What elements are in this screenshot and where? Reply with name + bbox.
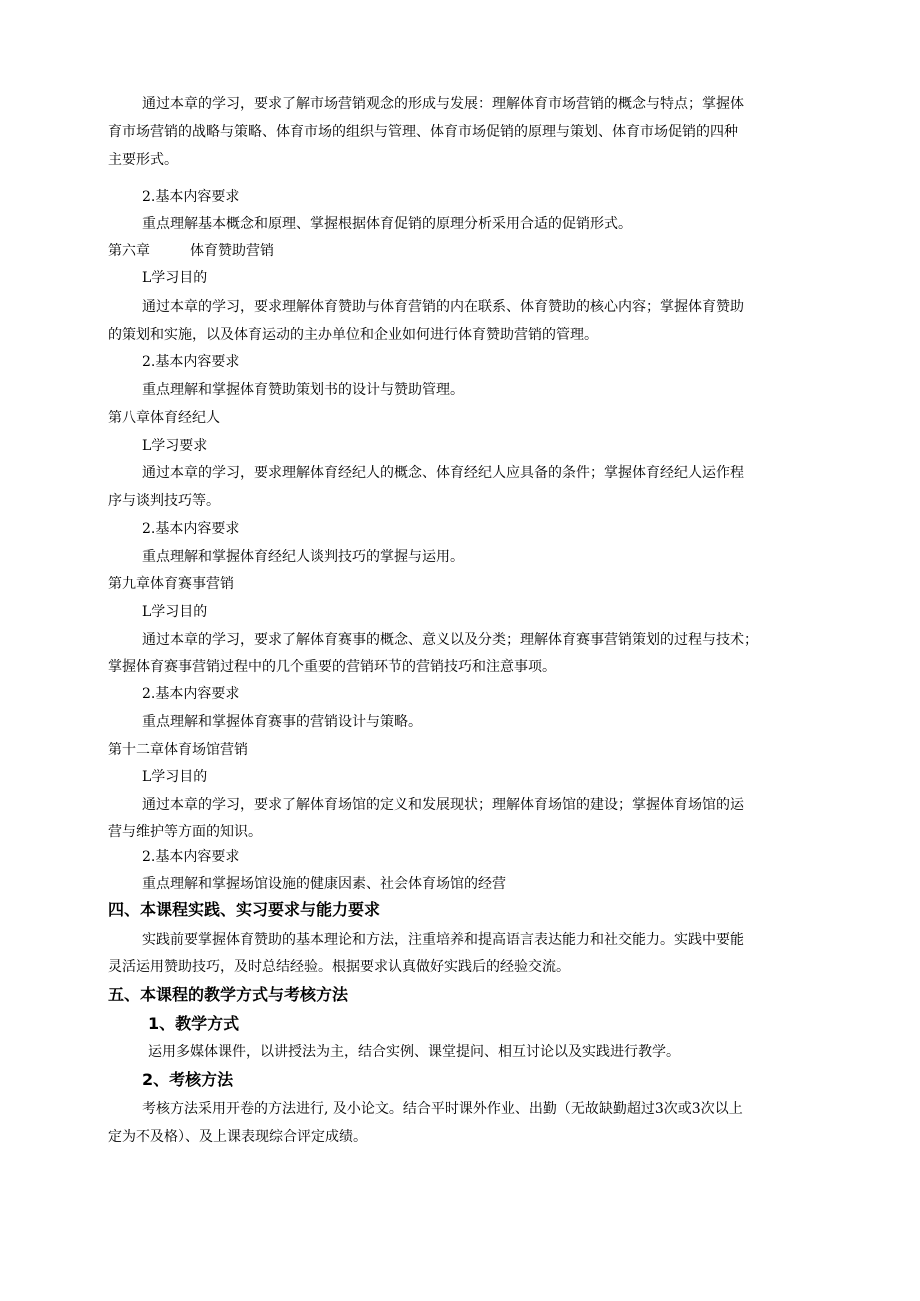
section5-sub2-line-1: 考核方法采用开卷的方法进行, 及小论文。结合平时课外作业、出勤（无故缺勤超过3次或3次以上 [142,1101,743,1117]
section4-heading: 四、本课程实践、实习要求与能力要求 [108,900,381,919]
ch6-content-text: 重点理解和掌握体育赞助策划书的设计与赞助管理。 [142,382,464,398]
section4-line-2: 灵活运用赞助技巧，及时总结经验。根据要求认真做好实践后的经验交流。 [108,959,570,975]
ch6-heading [108,241,274,261]
ch6-content-label: 2.基本内容要求 [142,354,240,370]
section4-line-1: 实践前要掌握体育赞助的基本理论和方法，注重培养和提高语言表达能力和社交能力。实践中要能 [142,932,744,948]
ch9-content-label: 2.基本内容要求 [142,686,240,702]
ch9-goal-label: L学习目的 [142,604,208,620]
ch8-content-label: 2.基本内容要求 [142,521,240,537]
section5-sub1-heading: 1、教学方式 [148,1014,240,1033]
ch8-goal-line-2: 序与谈判技巧等。 [108,493,220,509]
ch8-goal-label: L学习要求 [142,438,208,454]
ch5-content-text: 重点理解基本概念和原理、掌握根据体育促销的原理分析采用合适的促销形式。 [142,216,632,232]
section5-sub2-line-2: 定为不及格）、及上课表现综合评定成绩。 [108,1129,367,1145]
ch9-content-text: 重点理解和掌握体育赛事的营销设计与策略。 [142,714,422,730]
ch6-number: 第六章 [108,243,150,259]
ch12-content-label: 2.基本内容要求 [142,849,240,865]
ch6-goal-line-2: 的策划和实施，以及体育运动的主办单位和企业如何进行体育赞助营销的管理。 [108,327,598,343]
ch5-goal-line-3: 主要形式。 [108,152,178,168]
ch12-goal-line-1: 通过本章的学习，要求了解体育场馆的定义和发展现状；理解体育场馆的建设；掌握体育场馆的运 [142,797,744,813]
ch9-goal-line-2: 掌握体育赛事营销过程中的几个重要的营销环节的营销技巧和注意事项。 [108,659,556,675]
ch5-content-label: 2.基本内容要求 [142,189,240,205]
ch9-heading: 第九章体育赛事营销 [108,576,234,592]
ch12-heading: 第十二章体育场馆营销 [108,742,248,758]
ch6-goal-label: L学习目的 [142,270,208,286]
ch12-content-text: 重点理解和掌握场馆设施的健康因素、社会体育场馆的经营 [142,876,506,892]
ch8-content-text: 重点理解和掌握体育经纪人谈判技巧的掌握与运用。 [142,549,464,565]
ch6-title: 体育赞助营销 [190,243,274,259]
ch5-goal-line-2: 育市场营销的战略与策略、体育市场的组织与管理、体育市场促销的原理与策划、体育市场促销的四种 [108,124,738,140]
ch12-goal-line-2: 营与维护等方面的知识。 [108,824,262,840]
ch6-goal-line-1: 通过本章的学习，要求理解体育赞助与体育营销的内在联系、体育赞助的核心内容；掌握体育赞助 [142,299,744,315]
ch12-goal-label: L学习目的 [142,769,208,785]
ch8-goal-line-1: 通过本章的学习，要求理解体育经纪人的概念、体育经纪人应具备的条件；掌握体育经纪人运作程 [142,465,744,481]
ch9-goal-line-1: 通过本章的学习，要求了解体育赛事的概念、意义以及分类；理解体育赛事营销策划的过程与技术； [142,632,758,648]
section5-sub2-heading: 2、考核方法 [142,1070,234,1089]
section5-sub1-text: 运用多媒体课件，以讲授法为主，结合实例、课堂提问、相互讨论以及实践进行教学。 [148,1044,680,1060]
ch5-goal-line-1: 通过本章的学习，要求了解市场营销观念的形成与发展：理解体育市场营销的概念与特点；掌握体 [142,96,744,112]
ch8-heading: 第八章体育经纪人 [108,410,220,426]
section5-heading: 五、本课程的教学方式与考核方法 [108,985,349,1004]
